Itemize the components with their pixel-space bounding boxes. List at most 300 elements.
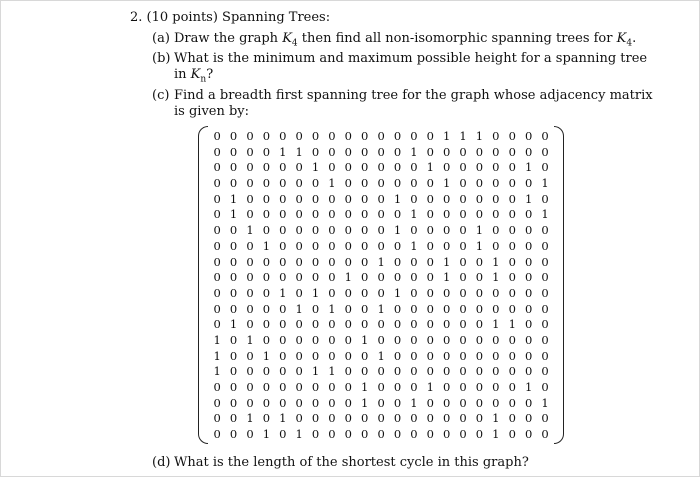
matrix-cell: 0 [410, 364, 418, 379]
matrix-cell: 0 [213, 254, 221, 269]
matrix-cell: 1 [475, 129, 484, 143]
matrix-cell: 0 [524, 317, 533, 332]
matrix-cell: 0 [393, 380, 402, 394]
matrix-cell: 0 [344, 332, 352, 347]
matrix-cell: 0 [524, 207, 533, 222]
matrix-cell: 0 [541, 254, 549, 269]
matrix-cell: 0 [213, 160, 221, 175]
matrix-cell: 1 [410, 144, 418, 159]
matrix-cell: 0 [541, 223, 549, 238]
matrix-cell: 0 [541, 285, 549, 300]
matrix-cell: 0 [279, 348, 287, 363]
part-c [152, 88, 653, 120]
matrix-cell: 0 [328, 254, 336, 269]
matrix-cell: 0 [361, 254, 369, 269]
matrix-cell: 0 [361, 223, 369, 238]
matrix-cell: 0 [311, 238, 320, 253]
part-a-text-pre: Draw the graph [174, 31, 283, 46]
matrix-cell: 0 [361, 411, 369, 426]
matrix-cell: 1 [311, 364, 320, 379]
matrix-cell: 0 [213, 207, 221, 222]
matrix-cell: 0 [508, 332, 516, 347]
matrix-cell: 0 [426, 176, 434, 191]
matrix-cell: 0 [443, 285, 451, 300]
matrix-cell: 1 [361, 380, 369, 394]
part-d-label: (d) [152, 455, 171, 470]
matrix-cell: 0 [508, 364, 516, 379]
matrix-cell: 0 [377, 427, 385, 442]
part-a-graph: K [282, 31, 292, 46]
matrix-cell: 0 [508, 160, 516, 175]
matrix-cell: 0 [459, 270, 467, 285]
matrix-cell: 0 [377, 285, 385, 300]
matrix-cell: 0 [213, 317, 221, 332]
part-c-label: (c) [152, 88, 170, 103]
matrix-cell: 0 [492, 332, 500, 347]
matrix-cell: 0 [213, 427, 221, 442]
matrix-cell: 0 [295, 176, 303, 191]
matrix-cell: 0 [377, 270, 385, 285]
matrix-cell: 0 [377, 191, 385, 206]
matrix-cell: 0 [213, 285, 221, 300]
matrix-cell: 0 [393, 427, 402, 442]
matrix-cell: 0 [246, 380, 254, 394]
matrix-cell: 0 [344, 254, 352, 269]
matrix-cell: 0 [508, 207, 516, 222]
matrix-cell: 0 [426, 238, 434, 253]
matrix-cell: 0 [393, 176, 402, 191]
adjacency-matrix [198, 126, 564, 444]
matrix-cell: 0 [393, 364, 402, 379]
matrix-cell: 0 [344, 129, 352, 143]
matrix-cell: 0 [443, 395, 451, 410]
matrix-cell: 0 [410, 427, 418, 442]
matrix-cell: 0 [377, 129, 385, 143]
matrix-cell: 0 [213, 129, 221, 143]
matrix-cell: 1 [328, 301, 336, 316]
part-a-graph2-sub: 4 [626, 38, 633, 49]
matrix-cell: 0 [459, 176, 467, 191]
matrix-cell: 0 [459, 254, 467, 269]
matrix-cell: 0 [295, 285, 303, 300]
matrix-cell: 1 [246, 332, 254, 347]
matrix-cell: 1 [344, 270, 352, 285]
matrix-cell: 0 [328, 191, 336, 206]
matrix-cell: 0 [410, 380, 418, 394]
matrix-cell: 0 [410, 285, 418, 300]
matrix-cell: 1 [377, 301, 385, 316]
matrix-cell: 0 [459, 301, 467, 316]
matrix-cell: 0 [410, 348, 418, 363]
matrix-cell: 0 [492, 129, 500, 143]
matrix-cell: 0 [443, 380, 451, 394]
matrix-cell: 0 [426, 207, 434, 222]
matrix-cell: 1 [262, 238, 271, 253]
matrix-cell: 1 [492, 427, 500, 442]
matrix-cell: 0 [508, 270, 516, 285]
matrix-cell: 0 [524, 427, 533, 442]
matrix-cell: 0 [377, 144, 385, 159]
matrix-cell: 0 [262, 332, 271, 347]
matrix-cell: 0 [459, 364, 467, 379]
matrix-cell: 0 [492, 285, 500, 300]
matrix-cell: 0 [246, 176, 254, 191]
matrix-cell: 0 [508, 254, 516, 269]
matrix-cell: 0 [492, 223, 500, 238]
matrix-cell: 1 [295, 301, 303, 316]
matrix-cell: 0 [508, 176, 516, 191]
matrix-cell: 1 [311, 285, 320, 300]
matrix-cell: 0 [541, 191, 549, 206]
matrix-cell: 0 [361, 427, 369, 442]
matrix-cell: 0 [377, 380, 385, 394]
matrix-cell: 0 [475, 317, 484, 332]
matrix-cell: 1 [492, 317, 500, 332]
matrix-cell: 1 [524, 380, 533, 394]
matrix-cell: 0 [213, 411, 221, 426]
matrix-cell: 1 [361, 332, 369, 347]
matrix-cell: 0 [443, 364, 451, 379]
matrix-cell: 0 [311, 144, 320, 159]
matrix-cell: 0 [279, 238, 287, 253]
matrix-cell: 0 [541, 317, 549, 332]
matrix-cell: 1 [262, 427, 271, 442]
matrix-cell: 0 [361, 207, 369, 222]
matrix-cell: 0 [344, 207, 352, 222]
matrix-cell: 1 [492, 411, 500, 426]
matrix-cell: 0 [262, 364, 271, 379]
matrix-cell: 0 [262, 254, 271, 269]
matrix-cell: 0 [361, 176, 369, 191]
matrix-cell: 0 [279, 270, 287, 285]
matrix-cell: 0 [361, 191, 369, 206]
matrix-cell: 0 [443, 411, 451, 426]
matrix-cell: 0 [295, 191, 303, 206]
part-b-line2 [152, 67, 647, 88]
matrix-cell: 0 [311, 207, 320, 222]
matrix-cell: 0 [311, 380, 320, 394]
matrix-cell: 0 [311, 176, 320, 191]
matrix-cell: 0 [426, 301, 434, 316]
matrix-cell: 1 [426, 380, 434, 394]
matrix-cell: 0 [541, 238, 549, 253]
matrix-cell: 0 [295, 317, 303, 332]
matrix-cell: 0 [508, 238, 516, 253]
matrix-cell: 0 [475, 207, 484, 222]
matrix-cell: 0 [279, 317, 287, 332]
matrix-cell: 0 [410, 270, 418, 285]
matrix-cell: 0 [492, 191, 500, 206]
matrix-cell: 0 [295, 395, 303, 410]
matrix-cell: 0 [475, 301, 484, 316]
part-b-line1: What is the minimum and maximum possible height for a spanning tree [174, 51, 648, 66]
matrix-cell: 1 [443, 254, 451, 269]
matrix-cell: 0 [361, 270, 369, 285]
matrix-cell: 0 [426, 348, 434, 363]
matrix-cell: 0 [262, 317, 271, 332]
matrix-cell: 0 [443, 301, 451, 316]
matrix-cell: 0 [541, 270, 549, 285]
matrix-cell: 0 [541, 411, 549, 426]
matrix-cell: 1 [443, 270, 451, 285]
matrix-cell: 0 [344, 160, 352, 175]
matrix-cell: 0 [311, 395, 320, 410]
matrix-cell: 0 [492, 238, 500, 253]
matrix-cell: 0 [246, 395, 254, 410]
matrix-cell: 0 [443, 223, 451, 238]
matrix-cell: 0 [459, 395, 467, 410]
matrix-cell: 0 [377, 332, 385, 347]
matrix-cell: 0 [541, 160, 549, 175]
matrix-cell: 0 [328, 317, 336, 332]
matrix-cell: 1 [328, 176, 336, 191]
matrix-cell: 0 [459, 317, 467, 332]
matrix-cell: 1 [213, 348, 221, 363]
matrix-cell: 0 [229, 364, 238, 379]
matrix-cell: 0 [213, 238, 221, 253]
part-a [152, 31, 636, 52]
matrix-cell: 0 [426, 317, 434, 332]
matrix-cell: 0 [246, 270, 254, 285]
matrix-cell: 0 [508, 380, 516, 394]
matrix-cell: 0 [475, 411, 484, 426]
matrix-cell: 1 [295, 427, 303, 442]
matrix-cell: 0 [524, 176, 533, 191]
matrix-cell: 1 [426, 160, 434, 175]
matrix-cell: 0 [344, 411, 352, 426]
matrix-cell: 0 [279, 427, 287, 442]
matrix-cell: 0 [377, 160, 385, 175]
matrix-cell: 0 [246, 254, 254, 269]
matrix-cell: 0 [475, 191, 484, 206]
matrix-cell: 0 [246, 301, 254, 316]
matrix-cell: 0 [361, 129, 369, 143]
matrix-cell: 0 [475, 254, 484, 269]
matrix-cell: 0 [262, 144, 271, 159]
matrix-cell: 0 [279, 380, 287, 394]
matrix-cell: 0 [229, 160, 238, 175]
matrix-cell: 0 [213, 380, 221, 394]
matrix-cell: 0 [229, 332, 238, 347]
matrix-cell: 0 [377, 176, 385, 191]
matrix-cell: 0 [426, 395, 434, 410]
matrix-cell: 0 [246, 348, 254, 363]
matrix-cell: 0 [475, 160, 484, 175]
matrix-cell: 0 [311, 129, 320, 143]
matrix-cell: 1 [328, 364, 336, 379]
matrix-cell: 0 [295, 207, 303, 222]
part-a-graph-sub: 4 [291, 38, 298, 49]
matrix-cell: 0 [410, 301, 418, 316]
matrix-cell: 0 [426, 270, 434, 285]
matrix-cell: 0 [344, 427, 352, 442]
matrix-cell: 0 [492, 176, 500, 191]
matrix-cell: 0 [328, 427, 336, 442]
matrix-cell: 0 [229, 380, 238, 394]
matrix-cell: 0 [229, 129, 238, 143]
matrix-cell: 0 [295, 411, 303, 426]
matrix-cell: 1 [393, 191, 402, 206]
matrix-cell: 0 [262, 207, 271, 222]
matrix-cell: 1 [229, 207, 238, 222]
matrix-cell: 0 [475, 285, 484, 300]
matrix-cell: 1 [361, 395, 369, 410]
matrix-cell: 0 [410, 176, 418, 191]
matrix-cell: 0 [393, 254, 402, 269]
matrix-grid [209, 129, 553, 443]
matrix-cell: 1 [524, 160, 533, 175]
matrix-cell: 0 [344, 301, 352, 316]
matrix-cell: 0 [344, 176, 352, 191]
matrix-cell: 0 [279, 254, 287, 269]
matrix-cell: 0 [492, 364, 500, 379]
matrix-cell: 0 [524, 364, 533, 379]
matrix-cell: 0 [262, 176, 271, 191]
matrix-cell: 0 [410, 254, 418, 269]
matrix-cell: 0 [246, 238, 254, 253]
matrix-cell: 0 [328, 348, 336, 363]
matrix-cell: 0 [246, 144, 254, 159]
matrix-cell: 0 [279, 176, 287, 191]
matrix-cell: 0 [410, 223, 418, 238]
matrix-cell: 0 [295, 348, 303, 363]
matrix-cell: 0 [246, 207, 254, 222]
matrix-cell: 1 [377, 254, 385, 269]
matrix-cell: 1 [279, 411, 287, 426]
matrix-cell: 0 [443, 238, 451, 253]
matrix-cell: 1 [475, 238, 484, 253]
matrix-cell: 0 [344, 380, 352, 394]
matrix-cell: 0 [279, 301, 287, 316]
matrix-cell: 1 [393, 285, 402, 300]
matrix-cell: 0 [443, 160, 451, 175]
matrix-cell: 0 [311, 348, 320, 363]
matrix-cell: 0 [524, 411, 533, 426]
part-a-graph2: K [616, 31, 627, 46]
matrix-cell: 0 [508, 285, 516, 300]
matrix-cell: 0 [361, 348, 369, 363]
matrix-cell: 0 [410, 129, 418, 143]
matrix-cell: 1 [229, 317, 238, 332]
matrix-cell: 0 [262, 129, 271, 143]
matrix-cell: 0 [475, 176, 484, 191]
matrix-cell: 0 [443, 317, 451, 332]
matrix-cell: 0 [475, 332, 484, 347]
matrix-cell: 0 [344, 395, 352, 410]
matrix-cell: 0 [492, 144, 500, 159]
matrix-right-bracket [554, 126, 564, 444]
matrix-cell: 0 [508, 191, 516, 206]
matrix-cell: 0 [377, 223, 385, 238]
matrix-cell: 0 [475, 364, 484, 379]
matrix-cell: 0 [328, 144, 336, 159]
matrix-cell: 0 [426, 411, 434, 426]
matrix-cell: 0 [328, 332, 336, 347]
part-c-line1: Find a breadth first spanning tree for the graph whose adjacency matrix [174, 88, 653, 103]
matrix-cell: 0 [459, 223, 467, 238]
matrix-cell: 0 [524, 223, 533, 238]
matrix-cell: 0 [361, 364, 369, 379]
matrix-cell: 1 [377, 348, 385, 363]
matrix-cell: 0 [541, 129, 549, 143]
matrix-cell: 0 [311, 223, 320, 238]
matrix-cell: 0 [262, 380, 271, 394]
matrix-cell: 0 [377, 364, 385, 379]
matrix-cell: 0 [262, 285, 271, 300]
matrix-cell: 0 [524, 270, 533, 285]
matrix-cell: 1 [213, 332, 221, 347]
matrix-cell: 0 [393, 301, 402, 316]
matrix-cell: 0 [508, 301, 516, 316]
matrix-cell: 0 [361, 317, 369, 332]
matrix-cell: 0 [459, 238, 467, 253]
matrix-cell: 0 [426, 427, 434, 442]
matrix-cell: 1 [213, 364, 221, 379]
matrix-cell: 0 [459, 191, 467, 206]
matrix-cell: 0 [295, 160, 303, 175]
matrix-cell: 0 [344, 317, 352, 332]
matrix-cell: 0 [279, 191, 287, 206]
matrix-cell: 1 [262, 348, 271, 363]
part-b [152, 51, 647, 88]
matrix-cell: 0 [541, 427, 549, 442]
matrix-cell: 0 [213, 395, 221, 410]
matrix-cell: 0 [524, 238, 533, 253]
matrix-cell: 0 [344, 144, 352, 159]
matrix-cell: 0 [393, 160, 402, 175]
matrix-cell: 0 [229, 411, 238, 426]
matrix-cell: 0 [279, 364, 287, 379]
matrix-cell: 0 [492, 301, 500, 316]
matrix-cell: 0 [475, 270, 484, 285]
matrix-cell: 1 [410, 395, 418, 410]
matrix-cell: 1 [246, 223, 254, 238]
matrix-cell: 0 [229, 427, 238, 442]
matrix-cell: 0 [459, 160, 467, 175]
matrix-cell: 0 [328, 285, 336, 300]
matrix-cell: 0 [393, 411, 402, 426]
matrix-cell: 0 [213, 191, 221, 206]
matrix-cell: 0 [229, 395, 238, 410]
matrix-cell: 0 [262, 411, 271, 426]
matrix-cell: 1 [475, 223, 484, 238]
matrix-cell: 0 [443, 427, 451, 442]
matrix-cell: 0 [393, 144, 402, 159]
matrix-cell: 0 [377, 395, 385, 410]
matrix-cell: 1 [492, 254, 500, 269]
matrix-cell: 0 [279, 223, 287, 238]
matrix-cell: 0 [295, 270, 303, 285]
matrix-cell: 0 [361, 144, 369, 159]
matrix-cell: 0 [295, 364, 303, 379]
matrix-cell: 0 [311, 254, 320, 269]
matrix-cell: 0 [311, 270, 320, 285]
matrix-cell: 0 [492, 380, 500, 394]
matrix-cell: 0 [541, 348, 549, 363]
matrix-cell: 0 [524, 129, 533, 143]
matrix-cell: 1 [443, 129, 451, 143]
matrix-cell: 1 [311, 160, 320, 175]
matrix-cell: 0 [344, 285, 352, 300]
matrix-cell: 0 [229, 254, 238, 269]
part-c-line2: is given by: [174, 104, 250, 119]
part-b-graph: K [190, 67, 201, 82]
matrix-cell: 1 [459, 129, 467, 143]
matrix-cell: 0 [443, 207, 451, 222]
matrix-cell: 0 [443, 348, 451, 363]
matrix-cell: 0 [410, 160, 418, 175]
matrix-cell: 0 [426, 223, 434, 238]
